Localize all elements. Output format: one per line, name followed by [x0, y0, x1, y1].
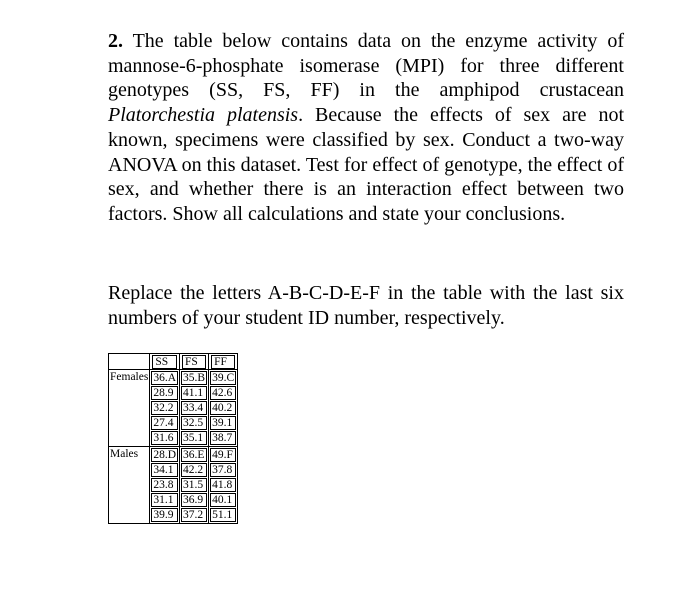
- table-cell: 42.2: [181, 463, 207, 477]
- table-cell: 42.6: [210, 386, 236, 400]
- question-paragraph: [108, 29, 624, 227]
- table-cell: 35.1: [181, 431, 207, 445]
- data-table: [108, 353, 238, 524]
- question-text-part-2: . Because the effects of sex are not known, specimens were classified by sex. Conduct a two-way ANOVA on this dataset. Test for effect of genotype, the effect of sex, and whether there is an interaction effect between two factors. Show all calculations and state your conclusions.: [108, 104, 624, 225]
- table-cell: 34.1: [151, 463, 178, 477]
- cell-column: [150, 447, 180, 524]
- cell-column: [180, 370, 209, 447]
- table-cell: 37.2: [181, 508, 207, 522]
- cell-column: [150, 370, 180, 447]
- group-row-females: [109, 370, 238, 447]
- table-cell: 39.1: [210, 416, 236, 430]
- table-cell: 33.4: [181, 401, 207, 415]
- group-label: Females: [109, 370, 150, 447]
- table-cell: 31.5: [181, 478, 207, 492]
- table-cell: 31.6: [151, 431, 178, 445]
- table-cell: 32.5: [181, 416, 207, 430]
- header-fs: FS: [180, 354, 209, 370]
- cell-column: [180, 447, 209, 524]
- table-cell: 28.D: [153, 449, 177, 461]
- table-cell: 40.2: [210, 401, 236, 415]
- table-cell: 40.1: [210, 493, 236, 507]
- table-cell: 41.8: [210, 478, 236, 492]
- table-cell: 23.8: [151, 478, 178, 492]
- table-cell: 35.B: [183, 372, 206, 384]
- group-row-males: [109, 447, 238, 524]
- question-number: 2.: [108, 30, 123, 52]
- table-cell: 37.8: [210, 463, 236, 477]
- table-cell: 49.F: [210, 448, 236, 462]
- table-header-row: [109, 354, 238, 370]
- header-corner: [109, 354, 150, 370]
- header-ff: FF: [209, 354, 238, 370]
- table-cell: 36.E: [181, 448, 207, 462]
- table-cell: 38.7: [210, 431, 236, 445]
- group-label: Males: [109, 447, 150, 524]
- table-cell: 27.4: [151, 416, 178, 430]
- table-cell: 36.A: [153, 372, 177, 384]
- species-name: Platorchestia platensis: [108, 104, 299, 127]
- table-cell: 31.1: [151, 493, 178, 507]
- question-text-part-1: The table below contains data on the enzyme activity of mannose-6-phosphate isomerase (MPI) for three different genotypes (SS, FS, FF) in the amphipod crustacean: [108, 30, 624, 102]
- table-cell: 28.9: [151, 386, 178, 400]
- header-ss: SS: [150, 354, 180, 370]
- table-cell: 41.1: [181, 386, 207, 400]
- table-cell: 51.1: [210, 508, 236, 522]
- instruction-text: Replace the letters A-B-C-D-E-F in the table with the last six numbers of your student ID number, respectively.: [108, 282, 624, 329]
- table-cell: 36.9: [181, 493, 207, 507]
- table-cell: 39.C: [212, 372, 235, 384]
- cell-column: [209, 447, 238, 524]
- cell-column: [209, 370, 238, 447]
- table-cell: 32.2: [151, 401, 178, 415]
- question-text: [108, 29, 624, 227]
- table-cell: 39.9: [151, 508, 178, 522]
